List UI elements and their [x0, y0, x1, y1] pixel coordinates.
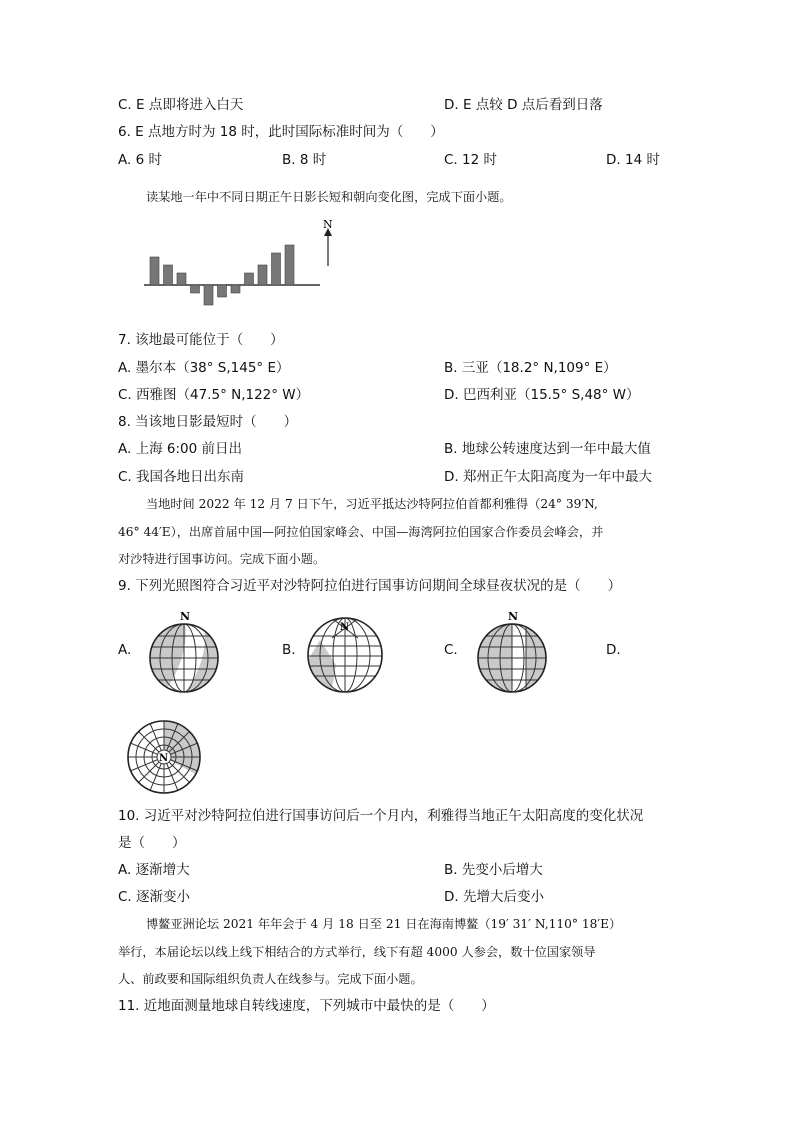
intro-shadow-chart: 读某地一年中不同日期正午日影长短和朝向变化图，完成下面小题。 — [146, 190, 512, 204]
q7-option-b: B. 三亚（18.2° N,109° E） — [444, 360, 617, 376]
q9-option-a: A. — [118, 642, 132, 658]
shadow-bar — [177, 273, 186, 285]
q7-stem: 7. 该地最可能位于（ ） — [118, 332, 284, 348]
shadow-bar — [150, 257, 159, 285]
shadow-bar — [204, 285, 213, 305]
q8-option-a: A. 上海 6:00 前日出 — [118, 441, 242, 457]
q10-stem-line1: 10. 习近平对沙特阿拉伯进行国事访问后一个月内，利雅得当地正午太阳高度的变化状况 — [118, 808, 644, 824]
globe-a — [140, 606, 230, 696]
intro-boao-line2: 举行，本届论坛以线上线下相结合的方式举行，线下有超 4000 人参会，数十位国家领导 — [118, 945, 596, 959]
north-label: N — [323, 218, 333, 231]
q8-stem: 8. 当该地日影最短时（ ） — [118, 414, 298, 430]
q7-option-d: D. 巴西利亚（15.5° S,48° W） — [444, 387, 640, 403]
globe-d-north-label: N — [159, 753, 169, 764]
globe-b — [300, 610, 390, 700]
q6-option-a: A. 6 时 — [118, 152, 162, 168]
shadow-bars — [150, 245, 294, 305]
globe-c-north-label: N — [508, 610, 519, 623]
globe-c — [468, 606, 558, 696]
shadow-bar — [272, 253, 281, 285]
q8-option-b: B. 地球公转速度达到一年中最大值 — [444, 441, 651, 457]
q10-option-c: C. 逐渐变小 — [118, 889, 191, 905]
q7-option-c: C. 西雅图（47.5° N,122° W） — [118, 387, 310, 403]
intro-boao-line3: 人、前政要和国际组织负责人在线参与。完成下面小题。 — [118, 972, 423, 986]
shadow-bar — [285, 245, 294, 285]
globe-b-north-label: N — [340, 622, 350, 633]
shadow-bar — [218, 285, 227, 297]
q11-stem: 11. 近地面测量地球自转线速度，下列城市中最快的是（ ） — [118, 998, 495, 1014]
q7-option-a: A. 墨尔本（38° S,145° E） — [118, 360, 290, 376]
q9-option-c: C. — [444, 642, 458, 658]
q6-option-d: D. 14 时 — [606, 152, 660, 168]
q9-stem: 9. 下列光照图符合习近平对沙特阿拉伯进行国事访问期间全球昼夜状况的是（ ） — [118, 578, 622, 594]
q10-option-d: D. 先增大后变小 — [444, 889, 544, 905]
q6-option-c: C. 12 时 — [444, 152, 497, 168]
q9-option-b: B. — [282, 642, 296, 658]
q8-option-d: D. 郑州正午太阳高度为一年中最大 — [444, 469, 652, 485]
q9-option-d: D. — [606, 642, 621, 658]
q8-option-c: C. 我国各地日出东南 — [118, 469, 245, 485]
shadow-bar — [191, 285, 200, 293]
shadow-length-chart — [140, 218, 340, 318]
q5-option-d: D. E 点较 D 点后看到日落 — [444, 97, 603, 113]
shadow-bar — [258, 265, 267, 285]
q5-option-c: C. E 点即将进入白天 — [118, 97, 244, 113]
intro-boao-line1: 博鳌亚洲论坛 2021 年年会于 4 月 18 日至 21 日在海南博鳌（19′ 31′ N,110° 18′E） — [146, 917, 622, 931]
shadow-bar — [164, 265, 173, 285]
intro-riyadh-line3: 对沙特进行国事访问。完成下面小题。 — [118, 552, 326, 566]
shadow-bar — [231, 285, 240, 293]
globe-d-polar — [120, 712, 210, 802]
q6-option-b: B. 8 时 — [282, 152, 327, 168]
globe-a-north-label: N — [180, 610, 191, 623]
intro-riyadh-line1: 当地时间 2022 年 12 月 7 日下午，习近平抵达沙特阿拉伯首都利雅得（24° 39′N, — [146, 497, 598, 511]
q10-option-b: B. 先变小后增大 — [444, 862, 543, 878]
q6-stem: 6. E 点地方时为 18 时，此时国际标准时间为（ ） — [118, 124, 444, 140]
shadow-bar — [245, 273, 254, 285]
intro-riyadh-line2: 46° 44′E），出席首届中国—阿拉伯国家峰会、中国—海湾阿拉伯国家合作委员会峰会，并 — [118, 525, 604, 539]
q10-option-a: A. 逐渐增大 — [118, 862, 190, 878]
q10-stem-line2: 是（ ） — [118, 835, 186, 851]
